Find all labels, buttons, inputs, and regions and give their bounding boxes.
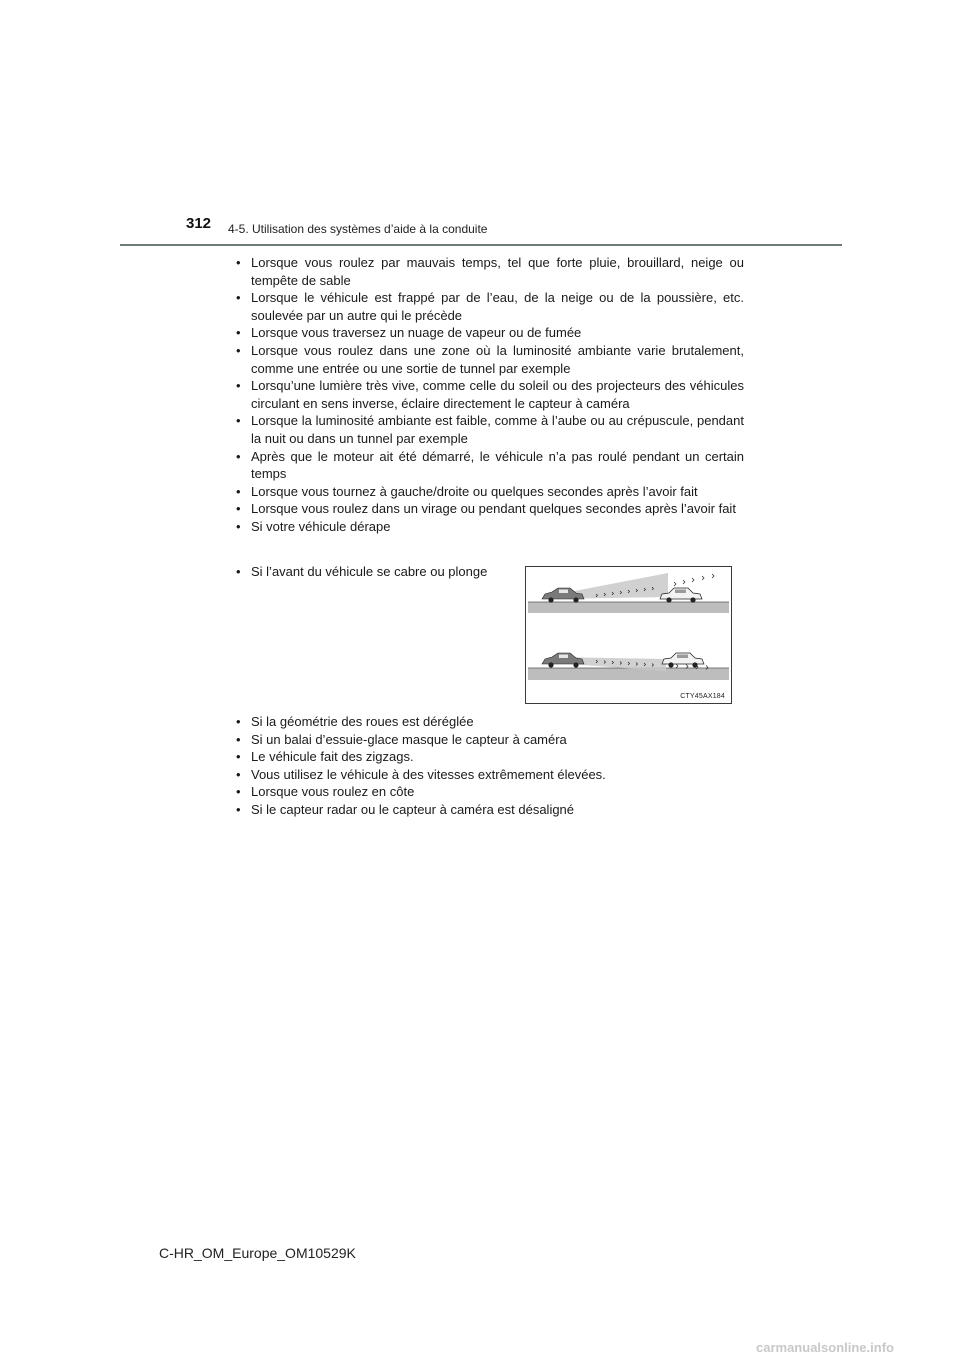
list-item: • Si le capteur radar ou le capteur à caméra est désaligné bbox=[236, 801, 575, 817]
list-item: • Lorsque vous roulez dans un virage ou pendant quelques secondes après l’avoir fait bbox=[236, 501, 736, 517]
bullet-mark: • bbox=[236, 342, 241, 358]
list-item: • Lorsque vous roulez par mauvais temps, tel que forte pluie, brouillard, neige ou tempête de sable bbox=[236, 255, 744, 288]
car-own-bottom bbox=[542, 653, 584, 668]
list-item: • Après que le moteur ait été démarré, le véhicule n’a pas roulé pendant un certain temps bbox=[236, 448, 744, 482]
condition-list bbox=[236, 254, 744, 536]
section-title: 4-5. Utilisation des systèmes d’aide à la conduite bbox=[228, 222, 488, 236]
figure-condition-list bbox=[236, 563, 506, 581]
bullet-mark: • bbox=[236, 749, 241, 765]
bullet-mark: • bbox=[236, 518, 241, 534]
figure-code: CTY45AX184 bbox=[680, 693, 725, 700]
bullet-mark: • bbox=[236, 766, 241, 782]
list-item: • Le véhicule fait des zigzags. bbox=[236, 749, 414, 765]
road-bottom bbox=[528, 668, 729, 680]
vehicle-pitch-illustration bbox=[525, 566, 732, 704]
list-item: • Lorsque vous roulez en côte bbox=[236, 784, 415, 800]
list-item: • Lorsque vous tournez à gauche/droite ou quelques secondes après l’avoir fait bbox=[236, 483, 698, 499]
bullet-mark: • bbox=[236, 448, 241, 464]
bullet-mark: • bbox=[236, 325, 241, 341]
page-number: 312 bbox=[186, 215, 212, 232]
list-item: • Lorsque la luminosité ambiante est faible, comme à l’aube ou au crépuscule, pendant la nuit ou dans un tunnel par exemple bbox=[236, 413, 744, 446]
bullet-mark: • bbox=[236, 483, 241, 499]
list-item: • Lorsque le véhicule est frappé par de l’eau, de la neige ou de la poussière, etc. soulevée par un autre qui le précède bbox=[236, 290, 744, 323]
bullet-mark: • bbox=[236, 255, 241, 270]
watermark: carmanualsonline.info bbox=[756, 1340, 894, 1355]
car-own-top bbox=[542, 588, 584, 603]
road-top bbox=[528, 602, 729, 613]
bullet-mark: • bbox=[236, 378, 241, 394]
illustration-drawing bbox=[526, 567, 731, 703]
condition-list-continued bbox=[236, 713, 744, 819]
document-id: C-HR_OM_Europe_OM10529K bbox=[159, 1245, 356, 1261]
bullet-mark: • bbox=[236, 413, 241, 429]
car-front-bottom bbox=[662, 653, 704, 668]
list-item: • Si la géométrie des roues est déréglée bbox=[236, 714, 474, 729]
bullet-mark: • bbox=[236, 801, 241, 817]
list-item: • Lorsque vous roulez dans une zone où la luminosité ambiante varie brutalement, comme une entrée ou une sortie de tunnel par exemple bbox=[236, 342, 744, 376]
bullet-mark: • bbox=[236, 564, 241, 579]
list-item: • Si un balai d’essuie-glace masque le capteur à caméra bbox=[236, 731, 567, 747]
bullet-mark: • bbox=[236, 784, 241, 800]
bullet-mark: • bbox=[236, 501, 241, 517]
bullet-mark: • bbox=[236, 290, 241, 306]
bullet-mark: • bbox=[236, 714, 241, 729]
list-item: • Vous utilisez le véhicule à des vitesses extrêmement élevées. bbox=[236, 766, 606, 782]
list-item: • Lorsque vous traversez un nuage de vapeur ou de fumée bbox=[236, 325, 582, 341]
bullet-mark: • bbox=[236, 731, 241, 747]
list-item: • Si votre véhicule dérape bbox=[236, 518, 391, 534]
list-item: • Si l’avant du véhicule se cabre ou plonge bbox=[236, 564, 488, 579]
list-item: • Lorsqu’une lumière très vive, comme celle du soleil ou des projecteurs des véhicules circulant en sens inverse, éclaire directement le capteur à caméra bbox=[236, 378, 744, 411]
header-rule bbox=[120, 244, 842, 246]
